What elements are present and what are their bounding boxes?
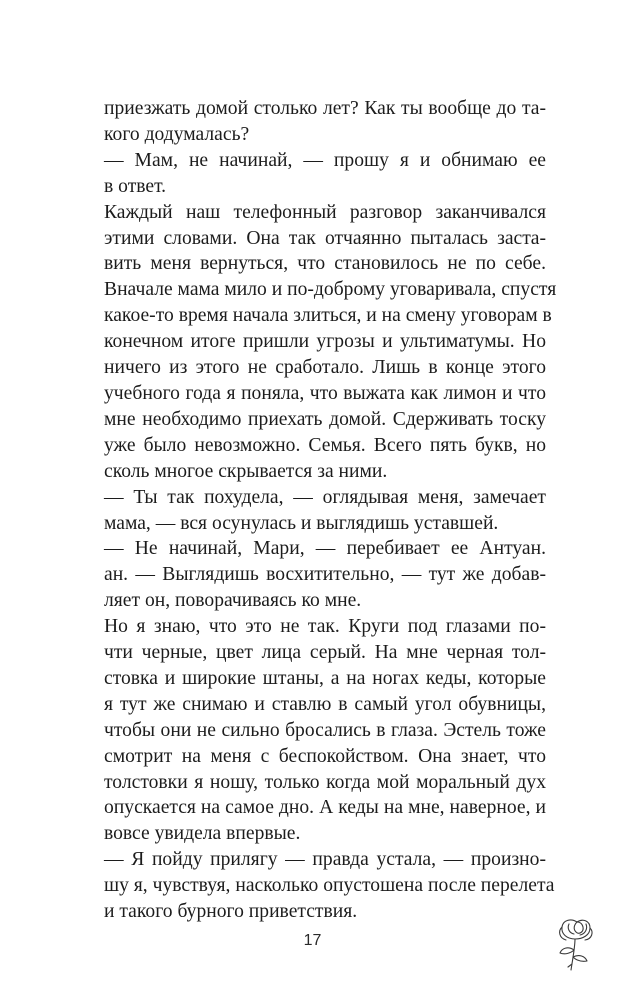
text-line: этими словами. Она так отчаянно пыталась застa- xyxy=(104,227,546,249)
text-line: — Ты так похудела, — оглядывая меня, замечает xyxy=(104,486,546,508)
text-line: учебного года я поняла, что выжата как лимон и что xyxy=(104,382,546,404)
page-number: 17 xyxy=(303,932,322,949)
text-line: я тут же снимаю и ставлю в самый угол обувницы, xyxy=(104,693,546,715)
text-line: Вначале мама мило и по-доброму уговаривала, спустя xyxy=(104,279,557,301)
text-line: ляет он, поворачиваясь ко мне. xyxy=(104,590,362,612)
text-line: — Я пойду прилягу — правда устала, — произно- xyxy=(104,849,546,871)
text-line: конечном итоге пришли угрозы и ультиматумы. Но xyxy=(104,331,546,353)
text-line: в ответ. xyxy=(104,175,167,197)
text-line: мне необходимо приехать домой. Сдерживать тоску xyxy=(104,408,546,430)
text-line: толстовки я ношу, только когда мой моральный дух xyxy=(104,771,546,793)
text-line: — Не начинай, Мари, — перебивает ее Антуан. xyxy=(104,538,546,560)
text-line: приезжать домой столько лет? Как ты вообще до та- xyxy=(104,98,546,119)
text-line: Каждый наш телефонный разговор заканчивался xyxy=(104,201,546,223)
text-line: смотрит на меня с беспокойством. Она знает, что xyxy=(104,745,546,767)
text-line: шу я, чувствуя, насколько опустошена после перелета xyxy=(104,875,555,897)
text-line: опускается на самое дно. А кеды на мне, наверное, и xyxy=(104,797,546,819)
text-line: стовка и широкие штаны, а на ногах кеды, которые xyxy=(104,667,546,689)
text-line: ан. — Выглядишь восхитительно, — тут же добав- xyxy=(104,564,546,586)
text-line: чтобы они не сильно бросались в глаза. Эстель тоже xyxy=(104,719,546,741)
text-line: — Мам, не начинай, — прошу я и обнимаю ее xyxy=(104,149,546,171)
text-line: и такого бурного приветствия. xyxy=(104,901,358,923)
text-line: мама, — вся осунулась и выглядишь уставшей. xyxy=(104,512,499,534)
text-line: Но я знаю, что это не так. Круги под глазами по- xyxy=(104,616,546,638)
text-line: вить меня вернуться, что становилось не по себе. xyxy=(104,253,546,275)
text-line: какое-то время начала злиться, и на смену уговорам в xyxy=(104,305,552,327)
text-line: сколь многое скрывается за ними. xyxy=(104,460,388,482)
rose-icon xyxy=(553,912,601,974)
page-body-text xyxy=(104,96,557,925)
text-line: вовсе увидела впервые. xyxy=(104,823,301,845)
text-line: чти черные, цвет лица серый. На мне черная тол- xyxy=(104,642,546,664)
text-line: кого додумалась? xyxy=(104,123,250,145)
text-line: ничего из этого не сработало. Лишь в конце этого xyxy=(104,357,546,379)
text-line: уже было невозможно. Семья. Всего пять букв, но xyxy=(104,434,546,456)
